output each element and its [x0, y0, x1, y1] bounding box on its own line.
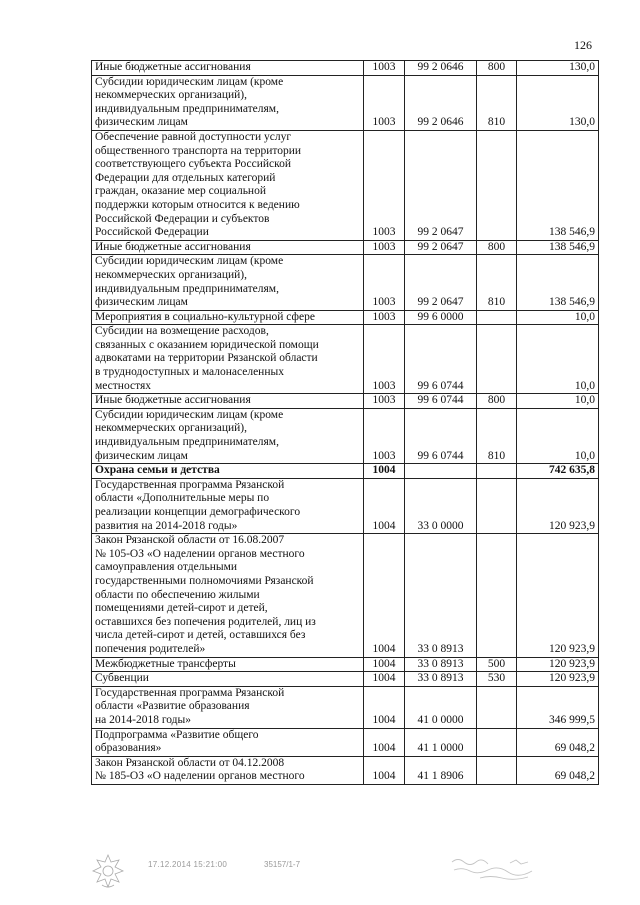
row-name: Субсидии юридическим лицам (кроме некоммерческих организаций), индивидуальным предпринимателям, физическим лицам [92, 75, 364, 130]
row-target-code: 99 2 0646 [405, 61, 477, 76]
row-name: Охрана семьи и детства [92, 464, 364, 479]
row-expense-type [477, 478, 517, 533]
signature-smudge [450, 854, 560, 882]
row-expense-type [477, 130, 517, 240]
row-target-code: 99 2 0647 [405, 130, 477, 240]
table-row [92, 478, 599, 533]
row-name: Субсидии на возмещение расходов, связанных с оказанием юридической помощи адвокатами на территории Рязанской области в труднодоступных и малонаселенных местностях [92, 325, 364, 394]
page-number: 126 [574, 38, 592, 52]
row-name: Иные бюджетные ассигнования [92, 240, 364, 255]
row-target-code: 99 2 0647 [405, 255, 477, 310]
row-section-code: 1004 [364, 657, 405, 672]
row-section-code: 1004 [364, 464, 405, 479]
row-amount: 10,0 [517, 394, 599, 409]
row-amount: 69 048,2 [517, 728, 599, 756]
row-amount: 120 923,9 [517, 534, 599, 657]
row-amount: 138 546,9 [517, 240, 599, 255]
table-row [92, 728, 599, 756]
table-row [92, 464, 599, 479]
row-name: Закон Рязанской области от 16.08.2007 № 105-ОЗ «О наделении органов местного самоуправления отдельными государственными полномочиями Рязанской области по обеспечению жилыми помещениями детей-сирот и детей, оставшихся без попечения родителей, лиц из числа детей-сирот и детей, оставшихся без попечения родителей» [92, 534, 364, 657]
row-target-code: 99 2 0646 [405, 75, 477, 130]
table-row [92, 756, 599, 784]
row-name: Межбюджетные трансферты [92, 657, 364, 672]
row-section-code: 1003 [364, 255, 405, 310]
stamp-date: 17.12.2014 15:21:00 [148, 860, 228, 869]
row-name: Иные бюджетные ассигнования [92, 61, 364, 76]
row-amount: 138 546,9 [517, 255, 599, 310]
row-expense-type: 800 [477, 240, 517, 255]
row-section-code: 1004 [364, 478, 405, 533]
row-expense-type [477, 728, 517, 756]
row-target-code: 99 6 0744 [405, 408, 477, 463]
row-name: Государственная программа Рязанской области «Дополнительные меры по реализации концепции демографического развития на 2014-2018 годы» [92, 478, 364, 533]
row-expense-type [477, 464, 517, 479]
row-target-code: 99 2 0647 [405, 240, 477, 255]
row-section-code: 1003 [364, 61, 405, 76]
row-name: Субсидии юридическим лицам (кроме некоммерческих организаций), индивидуальным предпринимателям, физическим лицам [92, 255, 364, 310]
row-expense-type: 810 [477, 408, 517, 463]
table-row [92, 130, 599, 240]
row-expense-type: 500 [477, 657, 517, 672]
row-expense-type [477, 310, 517, 325]
row-amount: 130,0 [517, 75, 599, 130]
row-section-code: 1003 [364, 75, 405, 130]
row-amount: 120 923,9 [517, 657, 599, 672]
row-expense-type [477, 756, 517, 784]
footer-stamp [88, 852, 558, 892]
table-row [92, 325, 599, 394]
table-row [92, 75, 599, 130]
row-section-code: 1004 [364, 728, 405, 756]
table-row [92, 61, 599, 76]
row-amount: 138 546,9 [517, 130, 599, 240]
row-amount: 742 635,8 [517, 464, 599, 479]
row-target-code: 41 0 0000 [405, 686, 477, 728]
row-target-code [405, 464, 477, 479]
table-row [92, 394, 599, 409]
row-section-code: 1003 [364, 310, 405, 325]
table-row [92, 657, 599, 672]
row-amount: 10,0 [517, 408, 599, 463]
row-expense-type [477, 325, 517, 394]
row-section-code: 1003 [364, 240, 405, 255]
row-name: Субсидии юридическим лицам (кроме некоммерческих организаций), индивидуальным предпринимателям, физическим лицам [92, 408, 364, 463]
budget-table [91, 60, 599, 785]
row-target-code: 99 6 0744 [405, 394, 477, 409]
row-amount: 10,0 [517, 325, 599, 394]
row-expense-type: 530 [477, 672, 517, 687]
row-name: Субвенции [92, 672, 364, 687]
row-target-code: 41 1 8906 [405, 756, 477, 784]
row-expense-type: 800 [477, 394, 517, 409]
row-expense-type [477, 686, 517, 728]
row-name: Государственная программа Рязанской области «Развитие образования на 2014-2018 годы» [92, 686, 364, 728]
budget-table-body [92, 61, 599, 785]
row-name: Мероприятия в социально-культурной сфере [92, 310, 364, 325]
row-section-code: 1003 [364, 130, 405, 240]
row-target-code: 99 6 0744 [405, 325, 477, 394]
row-section-code: 1004 [364, 672, 405, 687]
row-target-code: 33 0 8913 [405, 672, 477, 687]
row-target-code: 99 6 0000 [405, 310, 477, 325]
row-expense-type: 810 [477, 255, 517, 310]
row-expense-type: 810 [477, 75, 517, 130]
seal-icon [88, 852, 128, 890]
row-amount: 10,0 [517, 310, 599, 325]
row-name: Подпрограмма «Развитие общего образования» [92, 728, 364, 756]
row-amount: 69 048,2 [517, 756, 599, 784]
table-row [92, 686, 599, 728]
row-target-code: 33 0 0000 [405, 478, 477, 533]
row-name: Иные бюджетные ассигнования [92, 394, 364, 409]
row-amount: 120 923,9 [517, 478, 599, 533]
row-section-code: 1004 [364, 534, 405, 657]
row-target-code: 41 1 0000 [405, 728, 477, 756]
row-section-code: 1003 [364, 408, 405, 463]
table-row [92, 310, 599, 325]
table-row [92, 240, 599, 255]
row-amount: 346 999,5 [517, 686, 599, 728]
row-section-code: 1003 [364, 325, 405, 394]
row-amount: 120 923,9 [517, 672, 599, 687]
row-amount: 130,0 [517, 61, 599, 76]
row-target-code: 33 0 8913 [405, 657, 477, 672]
row-section-code: 1003 [364, 394, 405, 409]
row-name: Обеспечение равной доступности услуг общественного транспорта на территории соответствующего субъекта Российской Федерации для отдельных категорий граждан, оказание мер социальной поддержки которым относится к ведению Российской Федерации и субъектов Российской Федерации [92, 130, 364, 240]
row-name: Закон Рязанской области от 04.12.2008 № 185-ОЗ «О наделении органов местного [92, 756, 364, 784]
row-section-code: 1004 [364, 756, 405, 784]
row-target-code: 33 0 8913 [405, 534, 477, 657]
stamp-code: 35157/1-7 [264, 860, 301, 869]
table-row [92, 408, 599, 463]
table-row [92, 534, 599, 657]
table-row [92, 672, 599, 687]
row-expense-type [477, 534, 517, 657]
row-expense-type: 800 [477, 61, 517, 76]
row-section-code: 1004 [364, 686, 405, 728]
table-row [92, 255, 599, 310]
